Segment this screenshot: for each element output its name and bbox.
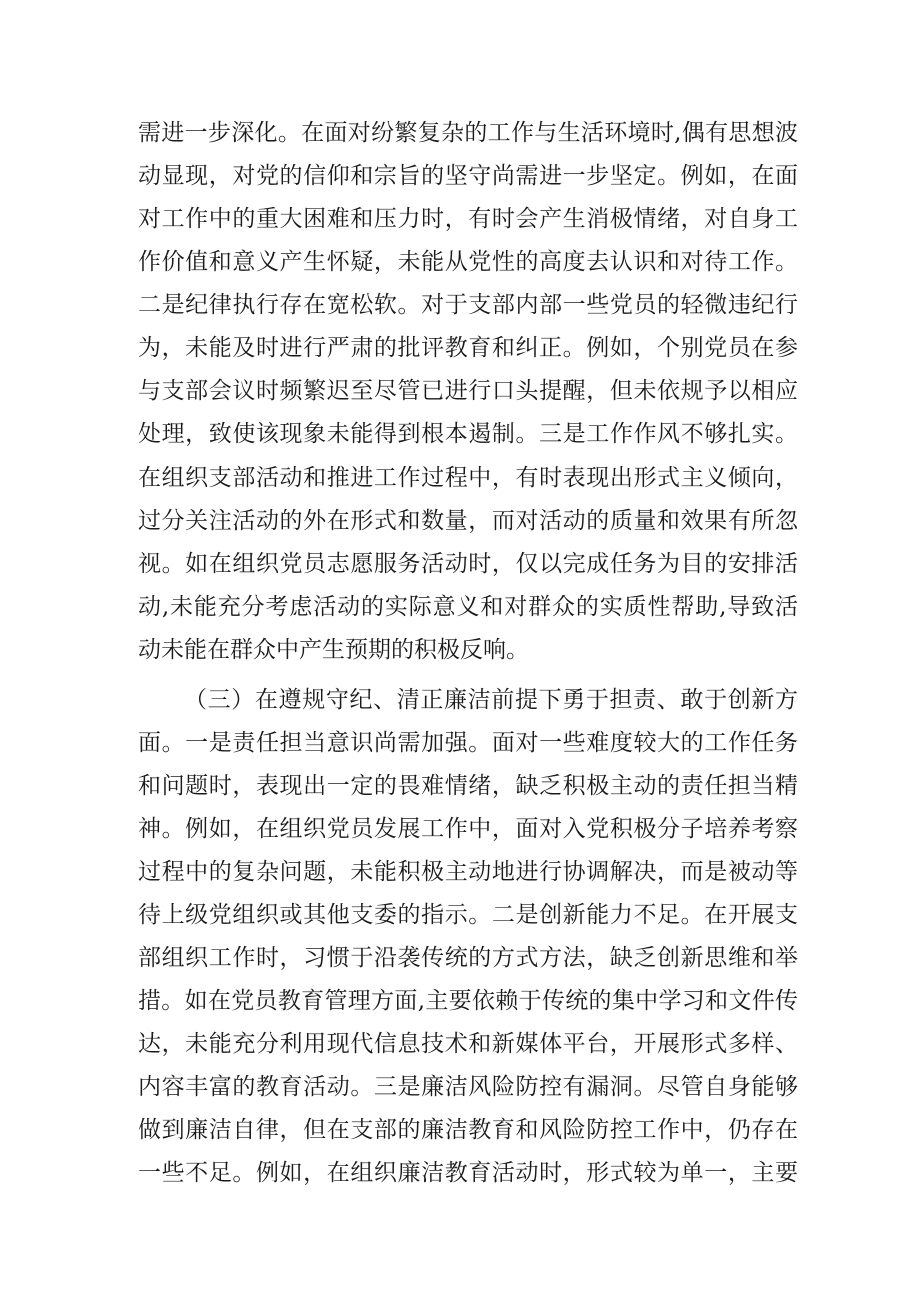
text-line: 对工作中的重大困难和压力时，有时会产生消极情绪，对自身工 — [138, 206, 798, 232]
text-line: 做到廉洁自律，但在支部的廉洁教育和风险防控工作中，仍存在 — [138, 1117, 798, 1143]
text-line: 动未能在群众中产生预期的积极反响。 — [138, 637, 529, 663]
text-line: 达，未能充分利用现代信息技术和新媒体平台，开展形式多样、 — [138, 1031, 798, 1057]
text-line: 过分关注活动的外在形式和数量，而对活动的质量和效果有所忽 — [138, 508, 798, 534]
text-line: 面。一是责任担当意识尚需加强。面对一些难度较大的工作任务 — [138, 730, 798, 756]
text-line: 视。如在组织党员志愿服务活动时，仅以完成任务为目的安排活 — [138, 551, 798, 577]
text-line: 作价值和意义产生怀疑，未能从党性的高度去认识和对待工作。 — [138, 249, 798, 275]
section-heading-line: （三）在遵规守纪、清正廉洁前提下勇于担责、敢于创新方 — [184, 687, 798, 713]
text-line: 为，未能及时进行严肃的批评教育和纠正。例如，个别党员在参 — [138, 335, 798, 361]
text-line: 部组织工作时，习惯于沿袭传统的方式方法，缺乏创新思维和举 — [138, 945, 798, 971]
text-line: 需进一步深化。在面对纷繁复杂的工作与生活环境时,偶有思想波 — [138, 120, 798, 146]
text-line: 和问题时，表现出一定的畏难情绪，缺乏积极主动的责任担当精 — [138, 773, 798, 799]
text-line: 待上级党组织或其他支委的指示。二是创新能力不足。在开展支 — [138, 902, 798, 928]
text-line: 在组织支部活动和推进工作过程中，有时表现出形式主义倾向， — [138, 465, 798, 491]
text-line: 与支部会议时频繁迟至尽管已进行口头提醒，但未依规予以相应 — [138, 378, 798, 404]
text-line: 神。例如，在组织党员发展工作中，面对入党积极分子培养考察 — [138, 816, 798, 842]
text-line: 动,未能充分考虑活动的实际意义和对群众的实质性帮助,导致活 — [138, 594, 798, 620]
text-line: 过程中的复杂问题，未能积极主动地进行协调解决，而是被动等 — [138, 859, 798, 885]
text-line: 措。如在党员教育管理方面,主要依赖于传统的集中学习和文件传 — [138, 988, 798, 1014]
text-line: 内容丰富的教育活动。三是廉洁风险防控有漏洞。尽管自身能够 — [138, 1074, 798, 1100]
text-line: 二是纪律执行存在宽松软。对于支部内部一些党员的轻微违纪行 — [138, 292, 798, 318]
text-line: 处理，致使该现象未能得到根本遏制。三是工作作风不够扎实。 — [138, 421, 798, 447]
text-line: 一些不足。例如，在组织廉洁教育活动时，形式较为单一，主要 — [138, 1160, 798, 1186]
text-line: 动显现，对党的信仰和宗旨的坚守尚需进一步坚定。例如，在面 — [138, 163, 798, 189]
